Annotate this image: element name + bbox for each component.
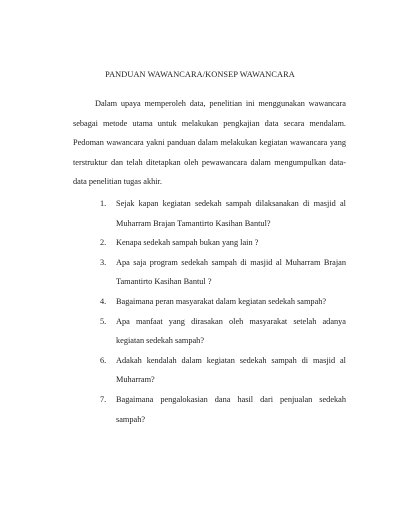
question-text: Apa manfaat yang dirasakan oleh masyarakat setelah adanya kegiatan sedekah sampah? (116, 316, 346, 346)
question-number: 7. (100, 394, 107, 404)
intro-paragraph-block (73, 94, 346, 192)
intro-paragraph: Dalam upaya memperoleh data, penelitian ini menggunakan wawancara sebagai metode utama untuk melakukan pengkajian data secara mendalam. Pedoman wawancara yakni panduan dalam melakukan kegiatan wawancara yang terstruktur dan telah ditetapkan oleh pewawancara dalam mengumpulkan data-data penelitian tugas akhir. (73, 99, 346, 187)
question-number: 1. (100, 199, 107, 208)
question-item (100, 390, 346, 429)
question-number: 2. (100, 238, 107, 248)
question-text: Sejak kapan kegiatan sedekah sampah dilaksanakan di masjid al Muharram Brajan Tamantirto Kasihan Bantul? (116, 199, 346, 228)
question-text: Bagaimana pengalokasian dana hasil dari penjualan sedekah sampah? (116, 394, 346, 424)
question-item (100, 351, 346, 390)
question-text: Bagaimana peran masyarakat dalam kegiatan sedekah sampah? (116, 296, 327, 306)
question-item (100, 194, 346, 233)
document-title: PANDUAN WAWANCARA/KONSEP WAWANCARA (105, 70, 295, 79)
question-item (100, 253, 346, 292)
question-text: Kenapa sedekah sampah bukan yang lain ? (116, 238, 259, 248)
question-number: 5. (100, 316, 107, 326)
question-item (100, 233, 346, 253)
question-number: 6. (100, 355, 107, 365)
question-item (100, 292, 346, 312)
question-number: 3. (100, 257, 107, 267)
question-text: Apa saja program sedekah sampah di masjid al Muharram Brajan Tamantirto Kasihan Bantul ? (116, 257, 346, 287)
question-item (100, 312, 346, 351)
question-text: Adakah kendalah dalam kegiatan sedekah sampah di masjid al Muharram? (116, 355, 346, 385)
question-list (100, 194, 346, 429)
question-number: 4. (100, 296, 107, 306)
